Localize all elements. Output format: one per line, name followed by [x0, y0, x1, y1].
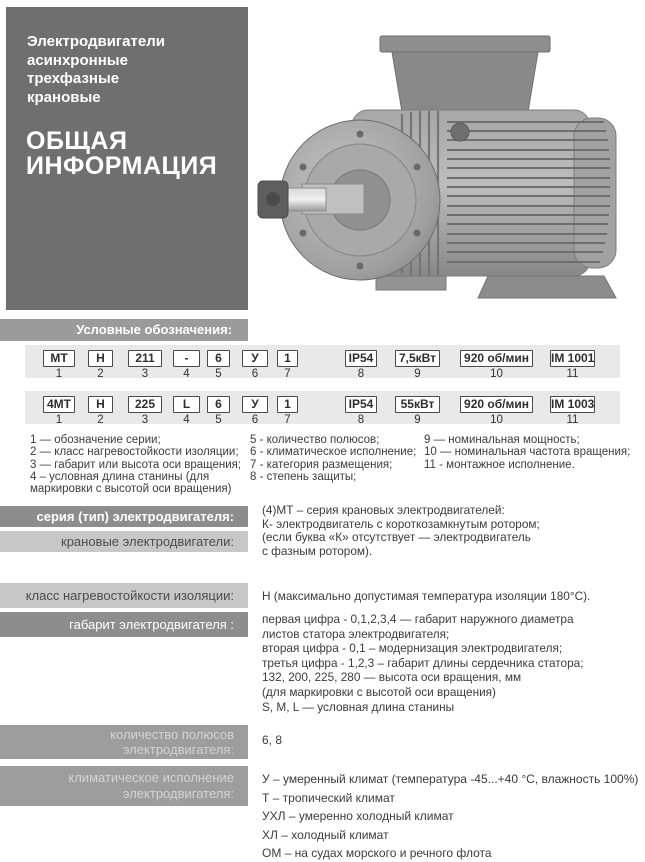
text-line: вторая цифра - 0,1 – модернизация электродвигателя;: [262, 641, 563, 656]
legend-item: 1 — обозначение серии;: [30, 434, 161, 446]
designation-box: У: [242, 350, 268, 367]
text-line: первая цифра - 0,1,2,3,4 — габарит наружного диаметра: [262, 612, 574, 626]
designation-number: 9: [414, 414, 421, 426]
legend-item: 8 - степень защиты;: [250, 470, 357, 483]
poles-description: 6, 8: [262, 733, 283, 747]
designation-number: 8: [357, 414, 365, 426]
legend-item: 3 — габарит или высота оси вращения;: [30, 458, 242, 471]
designation-box: IP54: [345, 350, 377, 367]
page-title: [26, 129, 248, 179]
climate-item: ОМ – на судах морского и речного флота: [262, 846, 492, 861]
text-line: с фазным ротором).: [262, 543, 373, 558]
poles-label-line: количество полюсов: [110, 727, 234, 742]
designation-box: МТ: [43, 350, 75, 367]
designation-box: 920 об/мин: [460, 350, 533, 367]
cover-subtitle-line: трехфазные: [27, 70, 120, 87]
legend-column-3: [424, 434, 644, 471]
page-title-line: ОБЩАЯ: [26, 127, 128, 155]
designation-row-2: [25, 391, 620, 424]
designation-box: 6: [207, 396, 230, 413]
climate-label-line: электродвигателя:: [122, 786, 234, 801]
designation-number: 6: [251, 414, 259, 426]
designation-box: 225: [128, 396, 162, 413]
designation-box: 1: [277, 396, 298, 413]
designation-box: Н: [88, 396, 113, 413]
designation-number: 6: [251, 368, 259, 380]
designation-box: 211: [128, 350, 162, 367]
designation-number: 4: [183, 368, 190, 380]
text-line: (если буква «К» отсутствует — электродвигатель: [262, 530, 531, 545]
designation-box: -: [173, 350, 200, 367]
cover-subtitle-line: крановые: [27, 88, 101, 106]
designation-number: 3: [141, 368, 149, 380]
size-label-bar: габарит электродвигателя :: [0, 612, 248, 637]
cover-subtitle-line: Электродвигатели: [27, 33, 165, 50]
climate-description: [262, 770, 638, 862]
designation-box: 920 об/мин: [460, 396, 533, 413]
designation-number: 2: [97, 368, 104, 380]
designation-box: 4МТ: [43, 396, 75, 413]
designation-number: 1: [55, 414, 63, 426]
cover-block: [6, 7, 248, 310]
text-line: 132, 200, 225, 280 — высота оси вращения, мм: [262, 670, 522, 685]
designation-number: 1: [55, 368, 63, 380]
climate-label-line: климатическое исполнение: [68, 770, 234, 785]
size-description: [262, 612, 583, 714]
designation-box: IM 1003: [551, 397, 595, 411]
insulation-description: Н (максимально допустимая температура изоляции 180°С).: [262, 589, 591, 603]
designation-box: L: [173, 396, 200, 413]
climate-item: ХЛ – холодный климат: [262, 827, 389, 842]
legend-column-2: [250, 434, 425, 483]
designation-number: 8: [357, 368, 365, 380]
climate-item: Т – тропический климат: [262, 790, 395, 805]
page-title-line: ИНФОРМАЦИЯ: [26, 152, 218, 180]
insulation-label-bar: класс нагревостойкости изоляции:: [0, 583, 248, 608]
legend-item: 6 - климатическое исполнение;: [250, 446, 417, 459]
cover-subtitle-line: асинхронные: [27, 51, 128, 69]
climate-label-bar: [0, 766, 248, 806]
designation-box: IP54: [345, 396, 377, 413]
text-line: листов статора электродвигателя;: [262, 626, 450, 641]
poles-label-line: электродвигателя:: [122, 742, 234, 757]
text-line: третья цифра - 1,2,3 – габарит длины сердечника статора;: [262, 655, 584, 670]
designation-number: 11: [566, 414, 579, 426]
legend-item: 11 - монтажное исполнение.: [424, 458, 575, 471]
designation-box: 55кВт: [395, 396, 440, 413]
designation-heading: Условные обозначения:: [0, 319, 248, 341]
climate-item: У – умеренный климат (температура -45...+40 °С, влажность 100%): [262, 772, 639, 786]
designation-row-1: [25, 345, 620, 378]
designation-number: 5: [215, 368, 222, 380]
text-line: (4)МТ – серия крановых электродвигателей:: [262, 503, 505, 517]
crane-sublabel-bar: крановые электродвигатели:: [0, 531, 248, 552]
designation-box: 7,5кВт: [395, 350, 440, 367]
crane-motor-illustration: [252, 18, 638, 308]
designation-box: IM 1001: [551, 351, 595, 365]
designation-number: 7: [284, 414, 291, 426]
legend-item: 5 - количество полюсов;: [250, 434, 380, 446]
series-label-bar: серия (тип) электродвигателя:: [0, 506, 248, 527]
series-description: [262, 504, 540, 558]
designation-box: У: [242, 396, 268, 413]
legend-item: маркировки с высотой оси вращения): [30, 483, 232, 496]
designation-box: 6: [207, 350, 230, 367]
legend-item: 7 - категория размещения;: [250, 458, 393, 471]
text-line: К- электродвигатель с короткозамкнутым ротором;: [262, 516, 540, 531]
designation-number: 10: [490, 414, 503, 426]
legend-item: 2 — класс нагревостойкости изоляции;: [30, 446, 239, 459]
designation-number: 2: [97, 414, 104, 426]
designation-box: Н: [88, 350, 113, 367]
designation-number: 11: [566, 368, 579, 380]
designation-number: 7: [284, 368, 291, 380]
legend-item: 10 — номинальная частота вращения;: [424, 446, 631, 459]
text-line: (для маркировки с высотой оси вращения): [262, 684, 496, 699]
text-line: S, M, L — условная длина станины: [262, 699, 455, 714]
motor-photo: [252, 18, 638, 308]
designation-number: 4: [183, 414, 190, 426]
designation-number: 5: [215, 414, 222, 426]
designation-number: 3: [141, 414, 149, 426]
cover-subtitle: [27, 33, 248, 107]
legend-item: 4 – условная длина станины (для: [30, 470, 210, 483]
designation-box: 1: [277, 350, 298, 367]
designation-number: 9: [414, 368, 421, 380]
poles-label-bar: [0, 725, 248, 759]
designation-number: 10: [490, 368, 503, 380]
climate-item: УХЛ – умеренно холодный климат: [262, 809, 454, 824]
legend-column-1: [30, 434, 248, 495]
legend-item: 9 — номинальная мощность;: [424, 434, 580, 446]
